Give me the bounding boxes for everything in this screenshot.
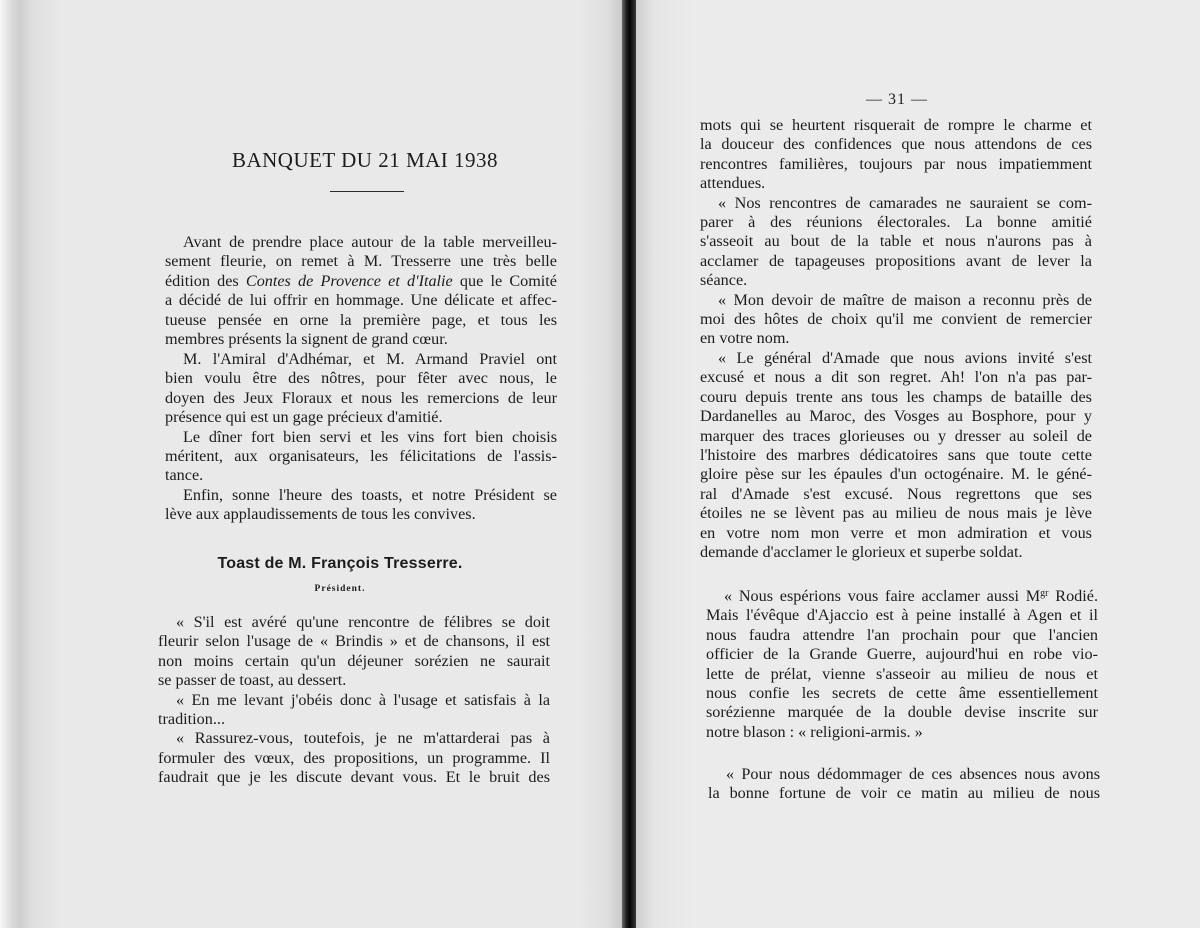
text-line: étoiles ne se lèvent pas au milieu de nous mais je lève bbox=[700, 504, 1092, 523]
text-line: nous faudra attendre l'an prochain pour que l'ancien bbox=[706, 625, 1098, 644]
paragraph bbox=[165, 350, 557, 428]
text-line: parer à des réunions électorales. La bonne amitié bbox=[700, 213, 1092, 232]
text-line: lette de prélat, vienne s'asseoir au milieu de nous et bbox=[706, 664, 1098, 683]
text-line: « S'il est avéré qu'une rencontre de félibres se doit bbox=[176, 613, 550, 631]
superscript: gr bbox=[1040, 588, 1049, 599]
text-fragment: Rodié. bbox=[1048, 587, 1098, 605]
text-line bbox=[165, 272, 557, 291]
text-line: acclamer de tapageuses propositions avant de lever la bbox=[700, 251, 1092, 270]
text-line: a décidé de lui offrir en hommage. Une délicate et affec- bbox=[165, 291, 557, 310]
text-line: « Pour nous dédommager de ces absences nous avons bbox=[726, 765, 1100, 783]
text-line: couru depuis trente ans tous les champs de bataille des bbox=[700, 387, 1092, 406]
text-line bbox=[706, 584, 1098, 606]
right-block-1 bbox=[700, 116, 1092, 562]
right-block-3 bbox=[708, 765, 1100, 804]
intro-paragraph bbox=[165, 233, 557, 349]
text-line: sorézienne marquée de la double devise inscrite sur bbox=[706, 703, 1098, 722]
text-line: l'histoire des marbres dédicatoires sans que toute cette bbox=[700, 445, 1092, 464]
text-line: moi des hôtes de choix qu'il me convient de remercier bbox=[700, 310, 1092, 329]
text-line: gloire pèse sur les épaules d'un octogénaire. M. le géné- bbox=[700, 465, 1092, 484]
text-line: sement fleurie, on remet à M. Tresserre une très belle bbox=[165, 252, 557, 271]
banquet-heading: BANQUET DU 21 MAI 1938 bbox=[231, 148, 499, 172]
text-line: non moins certain qu'un déjeuner sorézien ne saurait bbox=[158, 651, 550, 670]
text-line: membres présents la signent de grand cœur. bbox=[165, 330, 448, 349]
text-line: notre blason : « religioni-armis. » bbox=[706, 722, 923, 741]
book-title: Contes de Provence et d'Italie bbox=[245, 271, 453, 290]
text-line: mots qui se heurtent risquerait de rompre le charme et bbox=[700, 116, 1092, 134]
book-gutter bbox=[622, 0, 636, 928]
text-line: tueuse pensée en orne la première page, et tous les bbox=[165, 310, 557, 329]
paragraph bbox=[158, 691, 550, 730]
text-line: faudrait que je les discute devant vous. Et le bruit des bbox=[158, 768, 550, 787]
text-line: présence qui est un gage précieux d'amitié. bbox=[165, 408, 443, 427]
text-line: Mais l'évêque d'Ajaccio est à peine installé à Agen et il bbox=[706, 606, 1098, 625]
text-line: se passer de toast, au dessert. bbox=[158, 671, 347, 690]
right-block-2-lines bbox=[706, 606, 1098, 742]
page-number: — 31 — bbox=[866, 91, 928, 108]
text-line: « Rassurez-vous, toutefois, je ne m'attarderai pas à bbox=[176, 729, 550, 748]
paragraph bbox=[700, 349, 1092, 562]
toast-title: Toast de M. François Tresserre. bbox=[217, 555, 463, 572]
text-line: Avant de prendre place autour de la table merveilleu- bbox=[183, 233, 557, 251]
text-line: M. l'Amiral d'Adhémar, et M. Armand Praviel ont bbox=[183, 350, 557, 368]
text-line: excusé et nous a dit son regret. Ah! l'on n'a pas par- bbox=[700, 368, 1092, 387]
toast-paragraphs bbox=[158, 613, 550, 788]
text-line: tance. bbox=[165, 466, 204, 485]
paragraph bbox=[165, 486, 557, 525]
text-line: lève aux applaudissements de tous les convives. bbox=[165, 505, 476, 524]
text-fragment: édition des bbox=[165, 271, 246, 290]
paragraph bbox=[700, 194, 1092, 291]
text-line: Le dîner fort bien servi et les vins fort bien choisis bbox=[183, 427, 557, 446]
text-line: officier de la Grande Guerre, aujourd'hui en robe vio- bbox=[706, 645, 1098, 664]
text-line: doyen des Jeux Floraux et nous les remercions de leur bbox=[165, 388, 557, 407]
text-line: formuler des vœux, des propositions, un programme. Il bbox=[158, 748, 550, 767]
text-fragment: « Nous espérions vous faire acclamer aussi M bbox=[724, 587, 1041, 605]
right-block-2 bbox=[706, 584, 1098, 742]
text-line: la douceur des confidences que nous attendons de ces bbox=[700, 135, 1092, 154]
text-line: « En me levant j'obéis donc à l'usage et satisfais à la bbox=[176, 690, 550, 709]
text-line: Dardanelles au Maroc, des Vosges au Bosphore, pour y bbox=[700, 407, 1092, 426]
text-line: nous confie les secrets de cette âme essentiellement bbox=[706, 684, 1098, 703]
text-line: marquer des traces glorieuses ou y dresser au soleil de bbox=[700, 426, 1092, 445]
text-line: la bonne fortune de voir ce matin au milieu de nous bbox=[708, 784, 1100, 803]
text-line: fleurir selon l'usage de « Brindis » et de chansons, il est bbox=[158, 632, 550, 651]
text-line: « Le général d'Amade que nous avions invité s'est bbox=[718, 348, 1092, 367]
text-line: ral d'Amade s'est excusé. Nous regrettons que ses bbox=[700, 484, 1092, 503]
text-line: s'asseoit au bout de la table et nous n'aurons pas à bbox=[700, 232, 1092, 251]
paragraph bbox=[158, 613, 550, 691]
text-line: en votre nom. bbox=[700, 329, 790, 348]
text-line: méritent, aux organisateurs, les félicitations de l'assis- bbox=[165, 447, 557, 466]
text-line: séance. bbox=[700, 271, 748, 290]
page-stack-edge bbox=[0, 0, 30, 928]
paragraph bbox=[700, 291, 1092, 349]
text-line: bien voulu être des nôtres, pour fêter avec nous, le bbox=[165, 369, 557, 388]
text-line: Enfin, sonne l'heure des toasts, et notre Président se bbox=[183, 485, 557, 504]
text-line: demande d'acclamer le glorieux et superbe soldat. bbox=[700, 542, 1023, 561]
text-line: en votre nom mon verre et mon admiration et vous bbox=[700, 523, 1092, 542]
text-line: « Nos rencontres de camarades ne sauraient se com- bbox=[718, 193, 1092, 212]
text-fragment: que le Comité bbox=[452, 271, 557, 290]
paragraph bbox=[700, 116, 1092, 194]
text-line: « Mon devoir de maître de maison a reconnu près de bbox=[718, 290, 1092, 309]
paragraph bbox=[158, 729, 550, 787]
toast-role: Président. bbox=[314, 584, 366, 594]
left-paragraphs bbox=[165, 350, 557, 525]
text-line: rencontres familières, toujours par nous impatiemment bbox=[700, 154, 1092, 173]
text-line: tradition... bbox=[158, 710, 225, 729]
heading-rule bbox=[330, 191, 404, 192]
paragraph bbox=[165, 428, 557, 486]
text-line: attendues. bbox=[700, 174, 766, 193]
